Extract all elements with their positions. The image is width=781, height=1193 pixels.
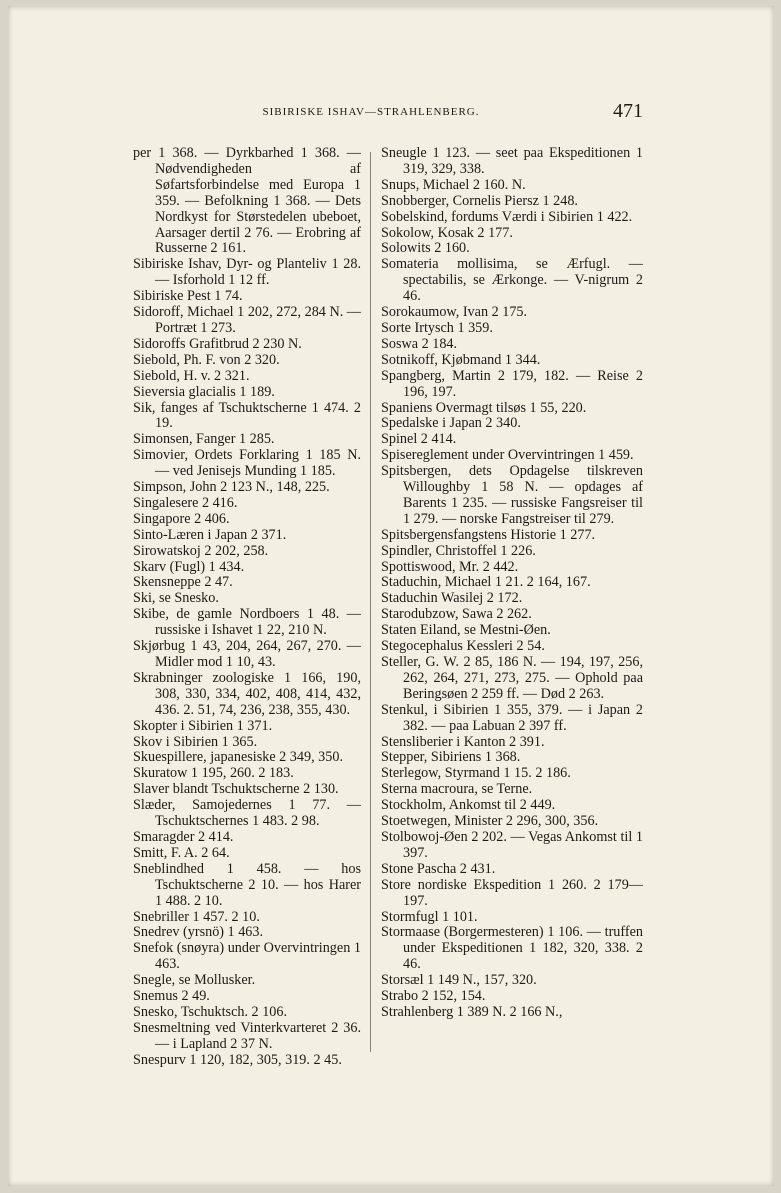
index-entry: Steller, G. W. 2 85, 186 N. — 194, 197, 256, 262, 264, 271, 273, 275. — Ophold paa Beringsøen 2 259 ff. — Død 2 263. xyxy=(381,654,643,702)
index-entry: Snesko, Tschuktsch. 2 106. xyxy=(133,1003,288,1020)
index-entry: Sik, fanges af Tschuktscherne 1 474. 2 19. xyxy=(133,399,361,432)
index-entry: Spaniens Overmagt tilsøs 1 55, 220. xyxy=(381,399,587,416)
index-entry: Sterna macroura, se Terne. xyxy=(381,781,533,798)
index-entry: Snobberger, Cornelis Piersz 1 248. xyxy=(381,192,578,209)
index-entry: Singapore 2 406. xyxy=(133,510,230,527)
index-entry: Spangberg, Martin 2 179, 182. — Reise 2 196, 197. xyxy=(381,367,643,400)
index-entry: Stegocephalus Kessleri 2 54. xyxy=(381,638,545,655)
index-entry: Sidoroff, Michael 1 202, 272, 284 N. — Portræt 1 273. xyxy=(133,304,361,336)
index-entry: Sieversia glacialis 1 189. xyxy=(133,383,275,400)
index-entry: Slæder, Samojedernes 1 77. — Tschuktschernes 1 483. 2 98. xyxy=(133,797,361,830)
index-entry: Sokolow, Kosak 2 177. xyxy=(381,224,513,241)
index-entry: Skov i Sibirien 1 365. xyxy=(133,733,258,750)
index-entry: Stensliberier i Kanton 2 391. xyxy=(381,733,545,750)
index-entry: Spindler, Christoffel 1 226. xyxy=(381,542,536,559)
index-entry: Snebriller 1 457. 2 10. xyxy=(133,908,260,925)
index-entry: Smitt, F. A. 2 64. xyxy=(133,844,230,861)
index-entry: Snesmeltning ved Vinterkvarteret 2 36. — i Lapland 2 37 N. xyxy=(133,1019,361,1052)
index-entry: Siebold, H. v. 2 321. xyxy=(133,367,250,384)
index-entry: Spisereglement under Overvintringen 1 459. xyxy=(381,447,634,464)
index-entry: Strabo 2 152, 154. xyxy=(381,988,486,1005)
index-entry: Spitsbergen, dets Opdagelse tilskreven Willoughby 1 58 N. — opdages af Barents 1 235. — russiske Fangsreiser til 1 279. — norske Fangstreiser til 279. xyxy=(381,463,643,527)
index-entry: per 1 368. — Dyrkbarhed 1 368. — Nødvendigheden af Søfartsforbindelse med Europa 1 359. — Befolkning 1 368. — Dets Nordkyst for Størstedelen ubeboet, Aarsager dertil 2 76. — Erobring af Russerne 2 161. xyxy=(133,145,361,257)
index-entry: Stoetwegen, Minister 2 296, 300, 356. xyxy=(381,813,599,830)
index-entry: Ski, se Snesko. xyxy=(133,590,219,607)
column-divider xyxy=(370,152,371,1052)
index-entry: Skuratow 1 195, 260. 2 183. xyxy=(133,765,294,782)
index-entry: Simovier, Ordets Forklaring 1 185 N. — ved Jenisejs Munding 1 185. xyxy=(133,447,361,480)
running-title: SIBIRISKE ISHAV—STRAHLENBERG. xyxy=(262,106,480,118)
index-entry: Singalesere 2 416. xyxy=(133,494,238,511)
running-header xyxy=(8,106,774,118)
index-entry: Store nordiske Ekspedition 1 260. 2 179—197. xyxy=(381,876,643,909)
index-entry: Slaver blandt Tschuktscherne 2 130. xyxy=(133,781,339,798)
index-entry: Spitsbergensfangstens Historie 1 277. xyxy=(381,526,596,543)
index-entry: Sidoroffs Grafitbrud 2 230 N. xyxy=(133,335,302,352)
index-entry: Sobelskind, fordums Værdi i Sibirien 1 422. xyxy=(381,208,633,225)
index-entry: Snespurv 1 120, 182, 305, 319. 2 45. xyxy=(133,1051,342,1068)
index-entry: Stockholm, Ankomst til 2 449. xyxy=(381,797,556,814)
index-entry: Skrabninger zoologiske 1 166, 190, 308, 330, 334, 402, 408, 414, 432, 436. 2. 51, 74, 236, 238, 355, 430. xyxy=(133,669,361,718)
index-entry: Solowits 2 160. xyxy=(381,240,470,257)
book-page xyxy=(8,6,774,1186)
index-entry: Sirowatskoj 2 202, 258. xyxy=(133,542,269,559)
index-entry: Sibiriske Ishav, Dyr- og Planteliv 1 28. — Isforhold 1 12 ff. xyxy=(133,256,361,289)
index-entry: Skarv (Fugl) 1 434. xyxy=(133,558,245,575)
index-entry: Stolbowoj-Øen 2 202. — Vegas Ankomst til 1 397. xyxy=(381,828,643,861)
index-entry: Snegle, se Mollusker. xyxy=(133,972,256,989)
index-column-right xyxy=(381,146,643,1021)
index-entry: Sterlegow, Styrmand 1 15. 2 186. xyxy=(381,765,571,782)
index-column-left xyxy=(133,146,361,1069)
index-entry: Staten Eiland, se Mestni-Øen. xyxy=(381,622,551,639)
index-entry: Skensneppe 2 47. xyxy=(133,574,233,591)
index-entry: Smaragder 2 414. xyxy=(133,828,234,845)
index-entry: Snefok (snøyra) under Overvintringen 1 463. xyxy=(133,940,361,973)
index-entry: Sneblindhed 1 458. — hos Tschuktscherne 2 10. — hos Harer 1 488. 2 10. xyxy=(133,860,361,909)
index-entry: Sibiriske Pest 1 74. xyxy=(133,288,243,305)
index-entry: Starodubzow, Sawa 2 262. xyxy=(381,606,532,623)
index-entry: Spottiswood, Mr. 2 442. xyxy=(381,558,519,575)
index-entry: Sinto-Læren i Japan 2 371. xyxy=(133,526,287,543)
index-entry: Stone Pascha 2 431. xyxy=(381,860,496,877)
index-entry: Stenkul, i Sibirien 1 355, 379. — i Japan 2 382. — paa Labuan 2 397 ff. xyxy=(381,701,643,734)
index-entry: Simpson, John 2 123 N., 148, 225. xyxy=(133,479,330,496)
index-entry: Spedalske i Japan 2 340. xyxy=(381,415,521,432)
index-entry: Siebold, Ph. F. von 2 320. xyxy=(133,351,280,368)
index-entry: Skopter i Sibirien 1 371. xyxy=(133,717,273,734)
index-entry: Stormaase (Borgermesteren) 1 106. — truffen under Ekspeditionen 1 182, 320, 338. 2 46. xyxy=(381,924,643,973)
index-entry: Soswa 2 184. xyxy=(381,335,458,352)
index-entry: Stepper, Sibiriens 1 368. xyxy=(381,749,521,766)
index-entry: Storsæl 1 149 N., 157, 320. xyxy=(381,972,537,989)
index-entry: Stormfugl 1 101. xyxy=(381,908,478,925)
index-entry: Sneugle 1 123. — seet paa Ekspeditionen 1 319, 329, 338. xyxy=(381,145,643,177)
index-entry: Staduchin Wasilej 2 172. xyxy=(381,590,523,607)
index-entry: Sorokaumow, Ivan 2 175. xyxy=(381,304,528,321)
index-entry: Snups, Michael 2 160. N. xyxy=(381,176,526,193)
index-entry: Strahlenberg 1 389 N. 2 166 N., xyxy=(381,1003,563,1020)
index-entry: Simonsen, Fanger 1 285. xyxy=(133,431,275,448)
index-entry: Somateria mollisima, se Ærfugl. — spectabilis, se Ærkonge. — V-nigrum 2 46. xyxy=(381,256,643,305)
index-entry: Skibe, de gamle Nordboers 1 48. — russiske i Ishavet 1 22, 210 N. xyxy=(133,606,361,639)
index-entry: Skjørbug 1 43, 204, 264, 267, 270. — Midler mod 1 10, 43. xyxy=(133,638,361,670)
index-entry: Sorte Irtysch 1 359. xyxy=(381,319,493,336)
page-number: 471 xyxy=(613,100,643,122)
index-entry: Snedrev (yrsnö) 1 463. xyxy=(133,924,264,941)
index-entry: Sotnikoff, Kjøbmand 1 344. xyxy=(381,351,541,368)
index-entry: Spinel 2 414. xyxy=(381,431,457,448)
index-entry: Snemus 2 49. xyxy=(133,988,210,1005)
index-entry: Skuespillere, japanesiske 2 349, 350. xyxy=(133,749,344,766)
index-entry: Staduchin, Michael 1 21. 2 164, 167. xyxy=(381,574,591,591)
